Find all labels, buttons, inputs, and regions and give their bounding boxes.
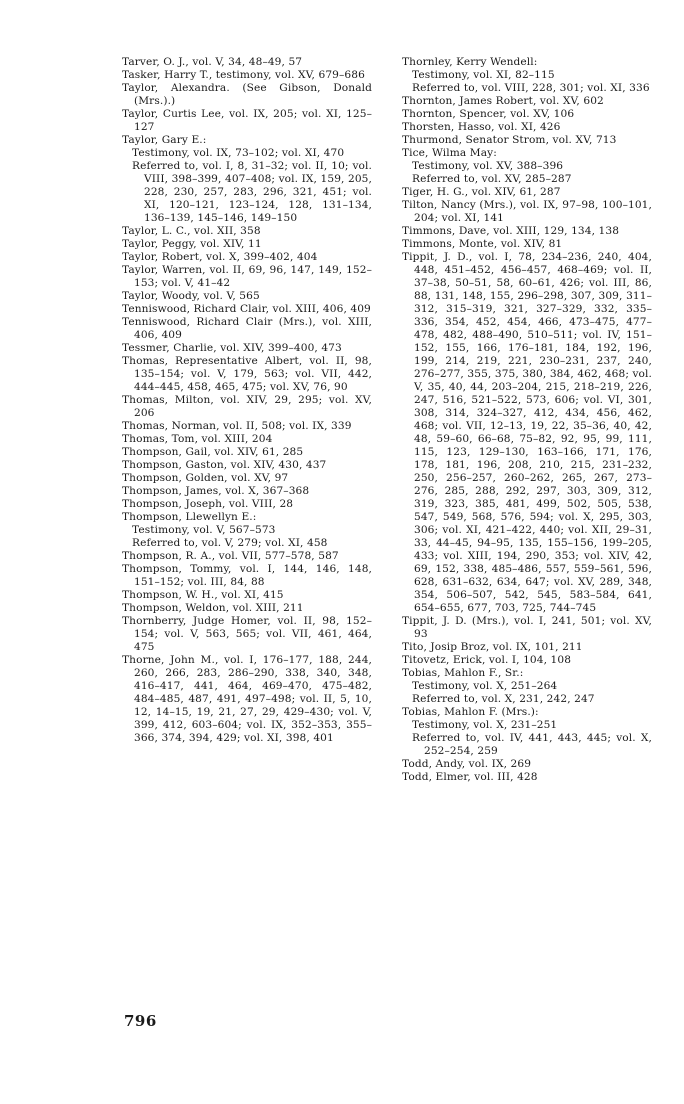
page-number: 796 — [124, 1012, 157, 1030]
index-entry: Tiger, H. G., vol. XIV, 61, 287 — [402, 186, 561, 198]
index-subentry: Testimony, vol. X, 251–264 — [412, 680, 558, 692]
index-entry: Thomas, Tom, vol. XIII, 204 — [122, 433, 273, 445]
index-entry: Tice, Wilma May: — [402, 147, 497, 159]
index-entry: Taylor, Curtis Lee, vol. IX, 205; vol. XI, 125–127 — [122, 108, 372, 133]
index-entry: Tasker, Harry T., testimony, vol. XV, 679–686 — [122, 69, 365, 81]
index-subentry: Referred to, vol. X, 231, 242, 247 — [412, 693, 595, 705]
index-subentry: Testimony, vol. XI, 82–115 — [412, 69, 555, 81]
index-entry: Tobias, Mahlon F., Sr.: — [402, 667, 524, 679]
index-entry: Titovetz, Erick, vol. I, 104, 108 — [402, 654, 572, 666]
index-subentry: Referred to, vol. VIII, 228, 301; vol. XI, 336 — [412, 82, 650, 94]
index-entry: Thompson, James, vol. X, 367–368 — [122, 485, 310, 497]
index-entry: Tippit, J. D. (Mrs.), vol. I, 241, 501; vol. XV, 93 — [402, 615, 652, 640]
index-subentry: Testimony, vol. XV, 388–396 — [412, 160, 564, 172]
index-entry: Taylor, Warren, vol. II, 69, 96, 147, 149, 152–153; vol. V, 41–42 — [122, 264, 372, 289]
index-entry: Thompson, W. H., vol. XI, 415 — [122, 589, 284, 601]
index-entry: Taylor, Woody, vol. V, 565 — [122, 290, 260, 302]
index-entry: Thompson, R. A., vol. VII, 577–578, 587 — [122, 550, 339, 562]
index-entry: Tenniswood, Richard Clair (Mrs.), vol. XIII, 406, 409 — [122, 316, 372, 341]
index-entry: Thomas, Representative Albert, vol. II, 98, 135–154; vol. V, 179, 563; vol. VII, 442, 444–445, 458, 465, 475; vol. XV, 76, 90 — [122, 355, 372, 393]
index-entry: Thornley, Kerry Wendell: — [402, 56, 538, 68]
index-entry: Thornton, James Robert, vol. XV, 602 — [402, 95, 604, 107]
index-subentry: Referred to, vol. XV, 285–287 — [412, 173, 572, 185]
index-subentry: Referred to, vol. IV, 441, 443, 445; vol. X, 252–254, 259 — [412, 732, 652, 757]
index-entry: Thornberry, Judge Homer, vol. II, 98, 152–154; vol. V, 563, 565; vol. VII, 461, 464, 475 — [122, 615, 372, 653]
index-entry: Thorne, John M., vol. I, 176–177, 188, 244, 260, 266, 283, 286–290, 338, 340, 348, 416–417, 441, 464, 469–470, 475–482, 484–485, 487, 491, 497–498; vol. II, 5, 10, 12, 14–15, 19, 21, 27, 29, 429–430; vol. V, 399, 412, 603–604; vol. IX, 352–353, 355–366, 374, 394, 429; vol. XI, 398, 401 — [122, 654, 372, 744]
index-subentry: Testimony, vol. X, 231–251 — [412, 719, 558, 731]
index-subentry: Referred to, vol. V, 279; vol. XI, 458 — [132, 537, 328, 549]
index-entry: Thornton, Spencer, vol. XV, 106 — [402, 108, 575, 120]
index-entry: Thomas, Milton, vol. XIV, 29, 295; vol. XV, 206 — [122, 394, 372, 419]
index-entry: Thompson, Gaston, vol. XIV, 430, 437 — [122, 459, 327, 471]
index-entry: Taylor, Gary E.: — [122, 134, 207, 146]
index-entry: Tippit, J. D., vol. I, 78, 234–236, 240, 404, 448, 451–452, 456–457, 468–469; vol. II, 37–38, 50–51, 58, 60–61, 426; vol. III, 86, 88, 131, 148, 155, 296–298, 307, 309, 311–312, 315–319, 321, 327–329, 332, 335–336, 354, 452, 454, 466, 473–475, 477–478, 482, 488–490, 510–511; vol. IV, 151–152, 155, 166, 176–181, 184, 192, 196, 199, 214, 219, 221, 230–231, 237, 240, 276–277, 355, 375, 380, 384, 462, 468; vol. V, 35, 40, 44, 203–204, 215, 218–219, 226, 247, 516, 521–522, 573, 606; vol. VI, 301, 308, 314, 324–327, 412, 434, 456, 462, 468; vol. VII, 12–13, 19, 22, 35–36, 40, 42, 48, 59–60, 66–68, 75–82, 92, 95, 99, 111, 115, 123, 129–130, 163–166, 171, 176, 178, 181, 196, 208, 210, 215, 231–232, 250, 256–257, 260–262, 265, 267, 273–276, 285, 288, 292, 297, 303, 309, 312, 319, 323, 385, 481, 499, 502, 505, 538, 547, 549, 568, 576, 594; vol. X, 295, 303, 306; vol. XI, 421–422, 440; vol. XII, 29–31, 33, 44–45, 94–95, 135, 155–156, 199–205, 433; vol. XIII, 194, 290, 353; vol. XIV, 42, 69, 152, 338, 485–486, 557, 559–561, 596, 628, 631–632, 634, 647; vol. XV, 289, 348, 354, 506–507, 542, 545, 583–584, 641, 654–655, 677, 703, 725, 744–745 — [402, 251, 652, 614]
index-entry: Tilton, Nancy (Mrs.), vol. IX, 97–98, 100–101, 204; vol. XI, 141 — [402, 199, 652, 224]
index-entry: Thompson, Gail, vol. XIV, 61, 285 — [122, 446, 304, 458]
index-subentry: Testimony, vol. V, 567–573 — [132, 524, 276, 536]
index-entry: Taylor, Robert, vol. X, 399–402, 404 — [122, 251, 318, 263]
index-column-left — [122, 56, 372, 745]
index-entry: Thompson, Joseph, vol. VIII, 28 — [122, 498, 294, 510]
index-entry: Tarver, O. J., vol. V, 34, 48–49, 57 — [122, 56, 303, 68]
index-entry: Todd, Andy, vol. IX, 269 — [402, 758, 532, 770]
index-subentry: Testimony, vol. IX, 73–102; vol. XI, 470 — [132, 147, 345, 159]
index-entry: Thompson, Weldon, vol. XIII, 211 — [122, 602, 304, 614]
index-entry: Timmons, Dave, vol. XIII, 129, 134, 138 — [402, 225, 620, 237]
index-entry: Tenniswood, Richard Clair, vol. XIII, 406, 409 — [122, 303, 371, 315]
index-entry: Taylor, Peggy, vol. XIV, 11 — [122, 238, 262, 250]
index-entry: Thurmond, Senator Strom, vol. XV, 713 — [402, 134, 617, 146]
index-entry: Tessmer, Charlie, vol. XIV, 399–400, 473 — [122, 342, 342, 354]
index-entry: Timmons, Monte, vol. XIV, 81 — [402, 238, 563, 250]
index-entry: Thorsten, Hasso, vol. XI, 426 — [402, 121, 561, 133]
index-entry: Tobias, Mahlon F. (Mrs.): — [402, 706, 539, 718]
index-entry: Thompson, Llewellyn E.: — [122, 511, 257, 523]
index-entry: Tito, Josip Broz, vol. IX, 101, 211 — [402, 641, 583, 653]
index-column-right — [402, 56, 652, 784]
index-entry: Thompson, Tommy, vol. I, 144, 146, 148, 151–152; vol. III, 84, 88 — [122, 563, 372, 588]
index-entry: Thomas, Norman, vol. II, 508; vol. IX, 339 — [122, 420, 352, 432]
index-entry: Todd, Elmer, vol. III, 428 — [402, 771, 538, 783]
index-entry: Taylor, L. C., vol. XII, 358 — [122, 225, 261, 237]
index-subentry: Referred to, vol. I, 8, 31–32; vol. II, 10; vol. VIII, 398–399, 407–408; vol. IX, 159, 205, 228, 230, 257, 283, 296, 321, 451; vol. XI, 120–121, 123–124, 128, 131–134, 136–139, 145–146, 149–150 — [132, 160, 372, 224]
index-entry: Taylor, Alexandra. (See Gibson, Donald (Mrs.).) — [122, 82, 372, 107]
index-entry: Thompson, Golden, vol. XV, 97 — [122, 472, 289, 484]
